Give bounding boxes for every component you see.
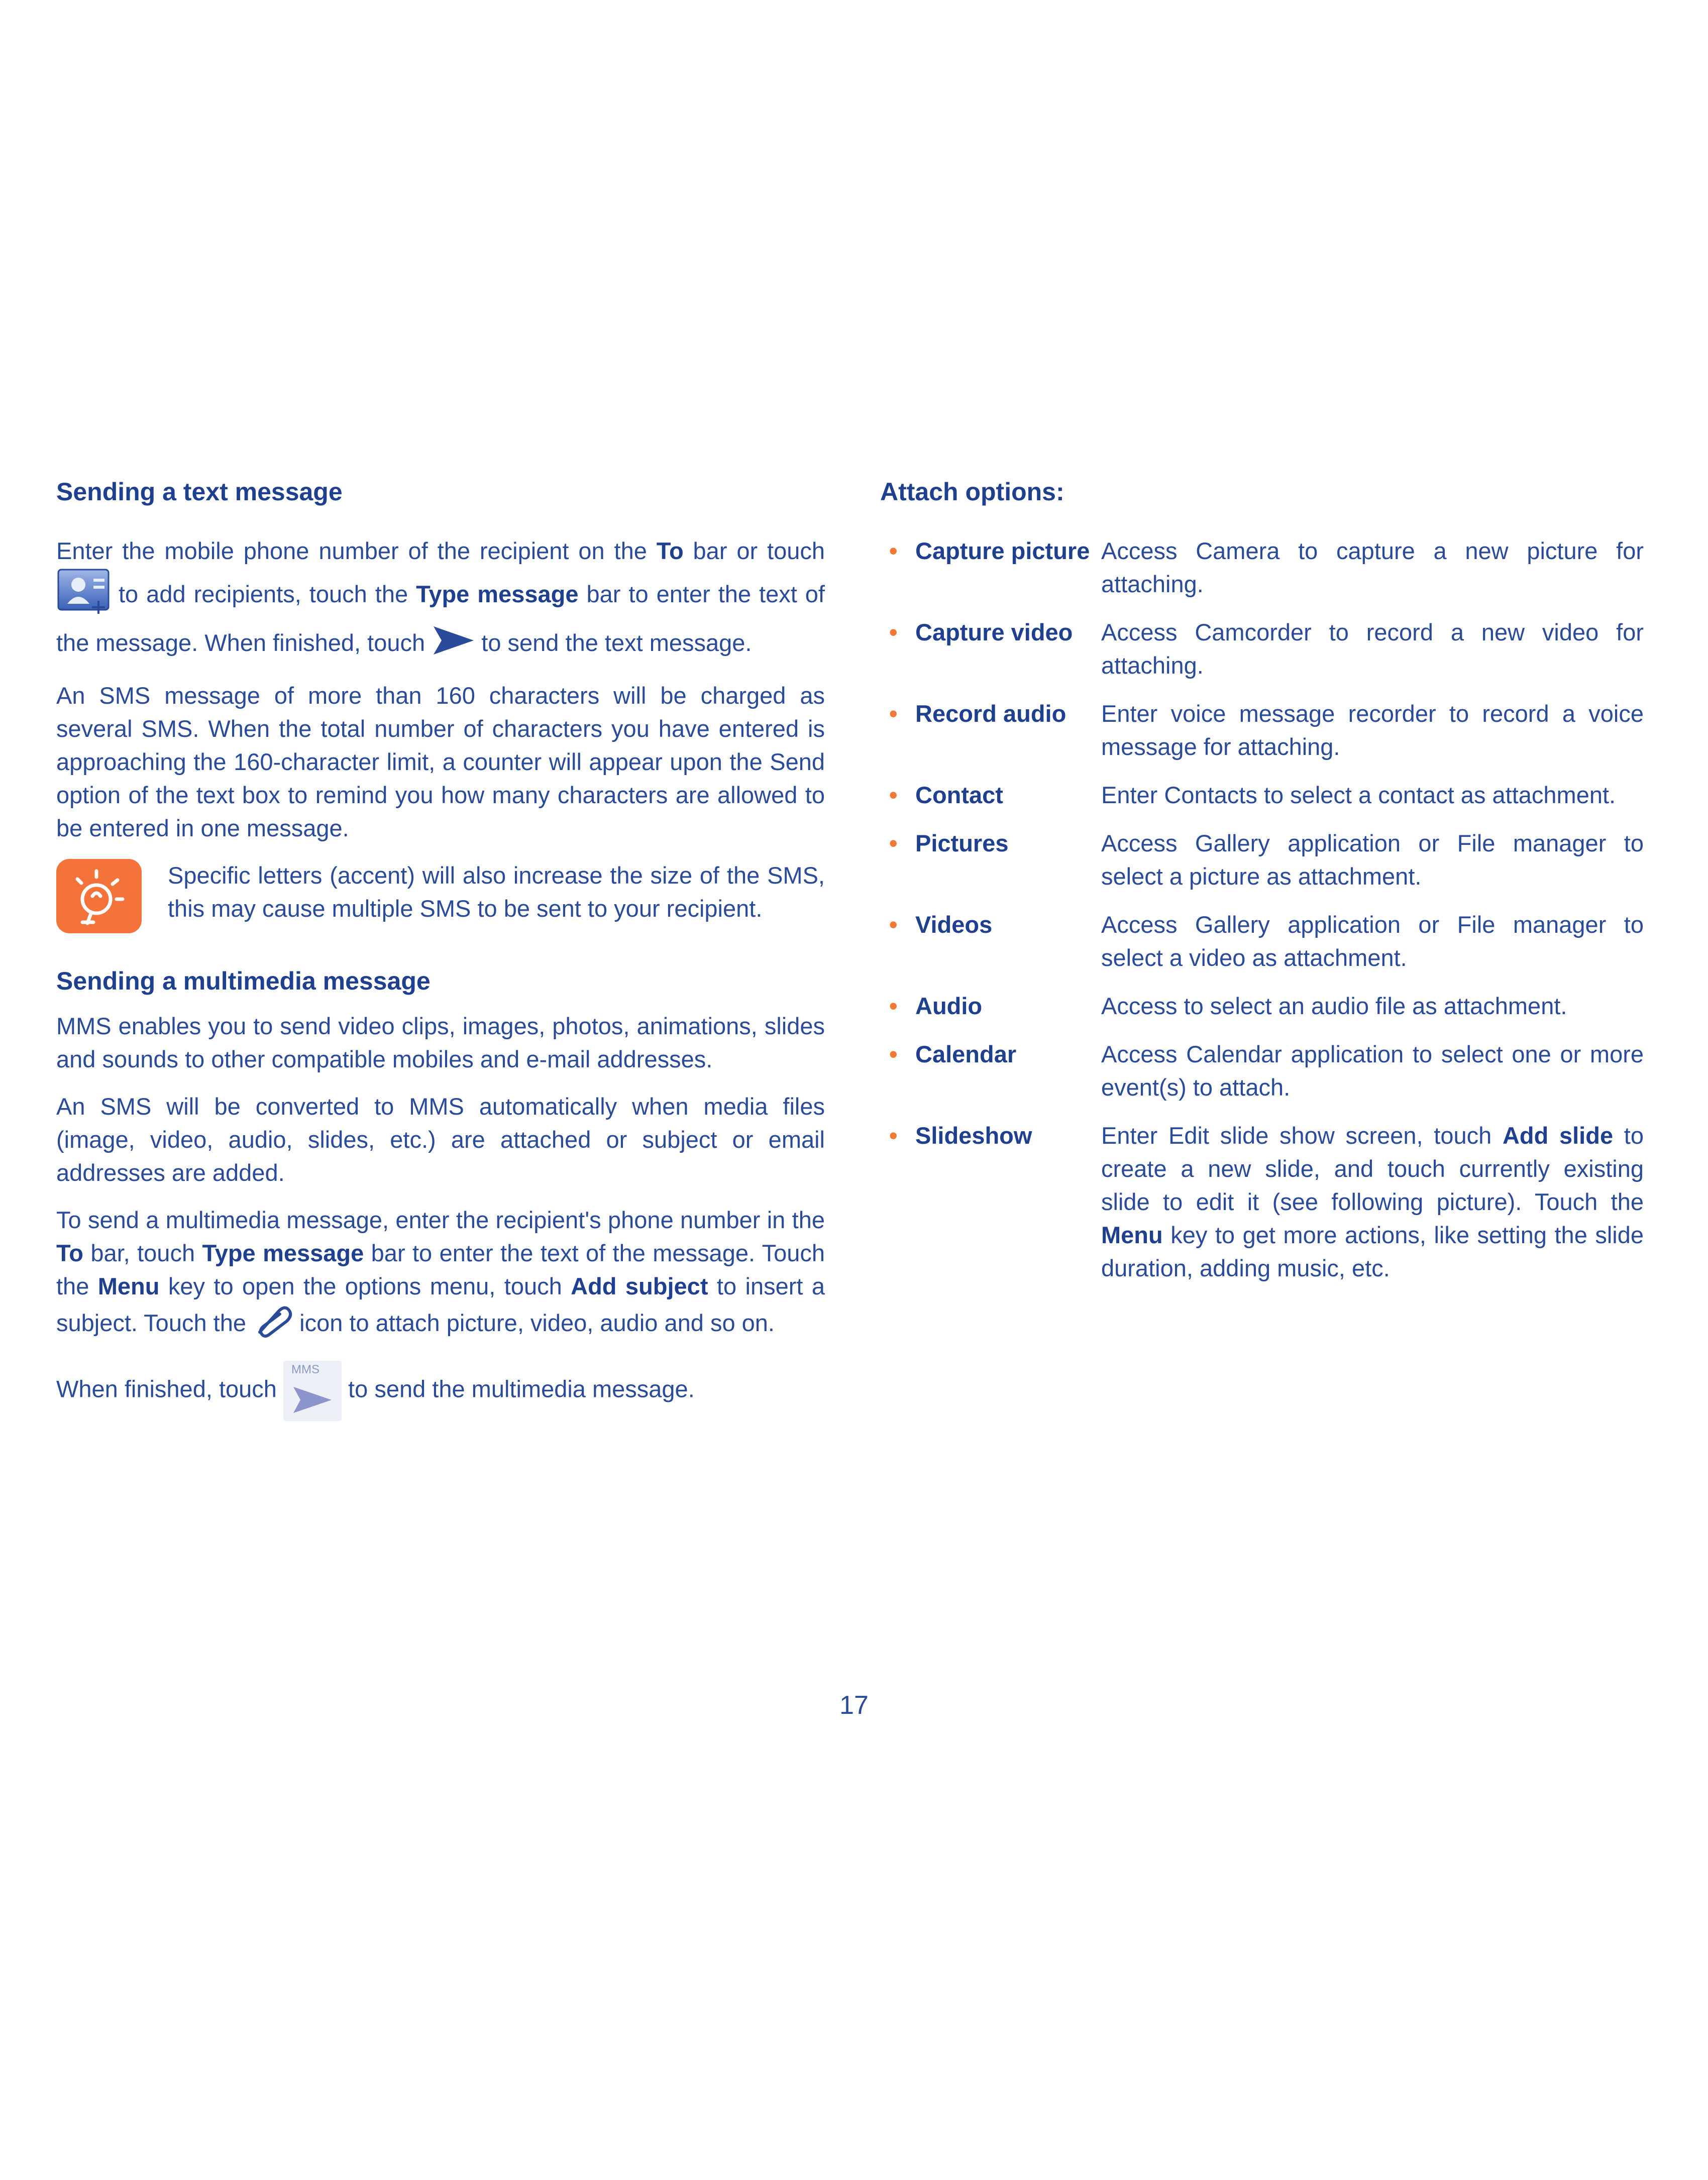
option-label: Videos [915, 911, 993, 938]
option-record-audio [880, 697, 1644, 764]
option-label: Audio [915, 993, 983, 1019]
bullet: • [889, 993, 898, 1019]
option-desc: Enter Contacts to select a contact as attachment. [1101, 782, 1616, 808]
option-label: Contact [915, 782, 1003, 808]
option-desc: Access Camcorder to record a new video for attaching. [1101, 619, 1644, 679]
mms-paragraph-3: To send a multimedia message, enter the recipient's phone number in the To bar, touch Type message bar to enter the text of the message. Touch the Menu key to open the options menu, touch Add subject to insert a subject. Touch the icon to attach picture, video, audio and so on. [56, 1204, 825, 1347]
option-desc: Access to select an audio file as attachment. [1101, 993, 1567, 1019]
option-label: Capture picture [915, 537, 1090, 564]
option-desc: Enter voice message recorder to record a voice message for attaching. [1101, 700, 1644, 760]
mms-send-icon [283, 1361, 342, 1421]
option-label: Capture video [915, 619, 1073, 645]
paperclip-icon [253, 1303, 293, 1347]
option-desc: Access Camera to capture a new picture for attaching. [1101, 537, 1644, 597]
option-contact [880, 779, 1644, 812]
contacts-picker-icon [56, 568, 111, 624]
sms-paragraph-2: An SMS message of more than 160 characters will be charged as several SMS. When the total number of characters you have entered is approaching the 160-character limit, a counter will appear upon the Send option of the text box to remind you how many characters are allowed to be entered in one message. [56, 682, 825, 841]
sms-heading: Sending a text message [56, 478, 343, 506]
sms-paragraph-1: Enter the mobile phone number of the recipient on the To bar or touch to add recipients, touch the Type message bar to enter the text of the message. When finished, touch to send the text message. [56, 534, 825, 665]
page-number: 17 [839, 1691, 869, 1720]
attach-options-heading: Attach options: [880, 478, 1064, 506]
option-desc: Access Gallery application or File manager to select a video as attachment. [1101, 911, 1644, 971]
left-column [56, 477, 825, 1435]
mms-paragraph-4: When finished, touch MMS to send the multimedia message. [56, 1361, 825, 1421]
option-desc: Enter Edit slide show screen, touch Add slide to create a new slide, and touch currently existing slide to edit it (see following picture). Touch the Menu key to get more actions, like setting the slide duration, adding music, etc. [1101, 1122, 1644, 1281]
mms-icon-label: MMS [291, 1363, 319, 1376]
option-label: Record audio [915, 700, 1066, 727]
bullet: • [889, 1041, 898, 1067]
option-capture-picture [880, 534, 1644, 601]
bullet: • [889, 619, 898, 645]
mms-paragraph-1: MMS enables you to send video clips, images, photos, animations, slides and sounds to other compatible mobiles and e-mail addresses. [56, 1013, 825, 1072]
send-arrow-icon [432, 624, 475, 665]
tip-text: Specific letters (accent) will also increase the size of the SMS, this may cause multiple SMS to be sent to your recipient. [168, 862, 825, 922]
tip-note [56, 859, 825, 934]
option-calendar [880, 1038, 1644, 1104]
bullet: • [889, 830, 898, 856]
bullet: • [889, 537, 898, 564]
right-column [880, 477, 1644, 1300]
option-desc: Access Calendar application to select one or more event(s) to attach. [1101, 1041, 1644, 1101]
option-videos [880, 908, 1644, 974]
option-pictures [880, 827, 1644, 893]
option-label: Calendar [915, 1041, 1017, 1067]
option-audio [880, 990, 1644, 1023]
option-slideshow [880, 1119, 1644, 1285]
bullet: • [889, 911, 898, 938]
bullet: • [889, 700, 898, 727]
option-capture-video [880, 616, 1644, 682]
option-label: Pictures [915, 830, 1009, 856]
bullet: • [889, 782, 898, 808]
mms-paragraph-2: An SMS will be converted to MMS automatically when media files (image, video, audio, slides, etc.) are attached or subject or email addresses are added. [56, 1093, 825, 1186]
option-desc: Access Gallery application or File manager to select a picture as attachment. [1101, 830, 1644, 890]
option-label: Slideshow [915, 1122, 1032, 1149]
mms-heading: Sending a multimedia message [56, 967, 431, 995]
lightbulb-tip-icon [56, 859, 142, 933]
bullet: • [889, 1122, 898, 1149]
